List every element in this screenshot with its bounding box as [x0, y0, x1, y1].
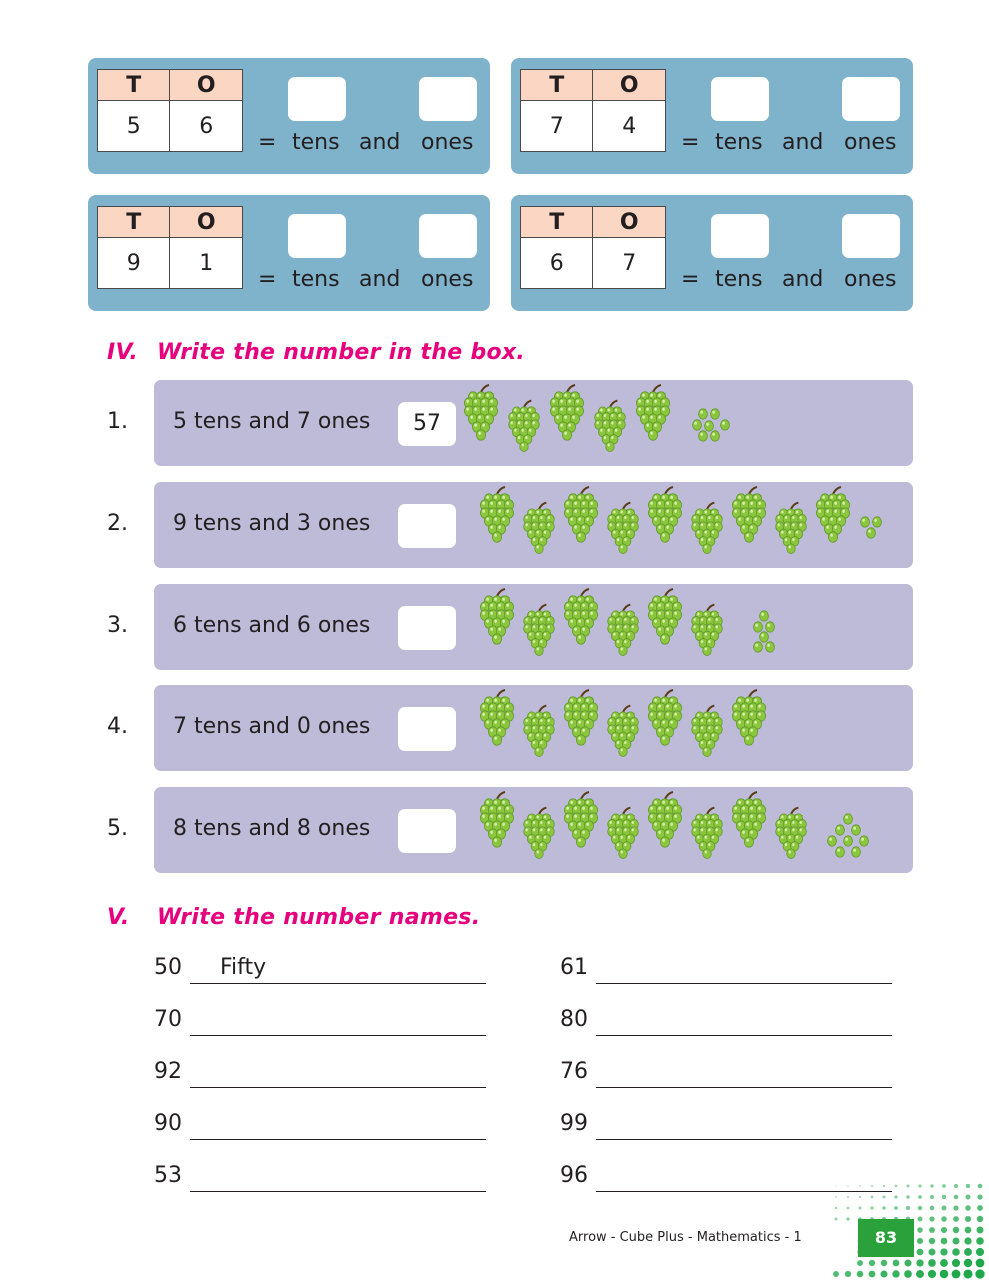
place-value-panel	[511, 195, 913, 311]
tens-word: tens	[292, 267, 340, 292]
page-number: 83	[858, 1219, 914, 1257]
grape-bunch-icon	[648, 690, 681, 745]
and-word: and	[359, 130, 401, 155]
grape-icon	[766, 642, 775, 652]
grape-icon	[721, 420, 730, 430]
grape-icon	[711, 409, 720, 419]
tens-answer-box[interactable]	[288, 77, 346, 121]
ones-header: O	[170, 70, 243, 101]
grape-row	[154, 685, 913, 771]
section-v-heading	[107, 905, 480, 930]
grape-bunch-icon	[564, 690, 597, 745]
answer-line[interactable]	[190, 1035, 486, 1036]
grape-illustration	[459, 685, 913, 771]
ones-answer-box[interactable]	[419, 77, 477, 121]
answer-box[interactable]	[398, 707, 456, 751]
answer-line[interactable]	[190, 1139, 486, 1140]
grape-bunch-icon	[524, 605, 555, 656]
answer-line[interactable]	[190, 1087, 486, 1088]
number-value: 53	[154, 1163, 182, 1188]
grape-icon	[693, 420, 702, 430]
grape-row	[154, 482, 913, 568]
number-value: 92	[154, 1059, 182, 1084]
answer-box[interactable]	[398, 504, 456, 548]
place-value-table	[97, 69, 243, 152]
tens-digit: 9	[98, 238, 170, 289]
grape-bunch-icon	[692, 706, 723, 757]
place-value-table	[97, 206, 243, 289]
grape-bunch-icon	[564, 589, 597, 644]
grape-bunch-icon	[464, 385, 497, 440]
grape-icon	[699, 431, 708, 441]
grape-icon	[828, 836, 837, 846]
tens-digit: 7	[521, 101, 593, 152]
equals-sign: =	[681, 130, 700, 155]
number-value: 80	[560, 1007, 588, 1032]
answer-line[interactable]	[190, 1191, 486, 1192]
ones-digit: 6	[170, 101, 243, 152]
answer-box[interactable]: 57	[398, 402, 456, 446]
grape-icon	[844, 814, 853, 824]
tens-answer-box[interactable]	[711, 77, 769, 121]
number-value: 61	[560, 955, 588, 980]
grape-icon	[873, 517, 882, 527]
tens-answer-box[interactable]	[711, 214, 769, 258]
grape-bunch-icon	[816, 487, 849, 542]
grape-bunch-icon	[509, 401, 540, 452]
grape-icon	[699, 409, 708, 419]
grape-icon	[760, 632, 769, 642]
grape-icon	[705, 421, 714, 431]
footer-book-title: Arrow - Cube Plus - Mathematics - 1	[569, 1230, 802, 1245]
grape-bunch-icon	[524, 706, 555, 757]
number-value: 96	[560, 1163, 588, 1188]
grape-bunch-icon	[776, 808, 807, 859]
number-value: 76	[560, 1059, 588, 1084]
ones-word: ones	[421, 130, 474, 155]
grape-icon	[836, 825, 845, 835]
grape-bunch-icon	[550, 385, 583, 440]
grape-bunch-icon	[480, 792, 513, 847]
ones-digit: 4	[593, 101, 666, 152]
place-value-table	[520, 69, 666, 152]
grape-icon	[836, 847, 845, 857]
grape-icon	[766, 622, 775, 632]
grape-icon	[711, 431, 720, 441]
grape-row	[154, 787, 913, 873]
place-value-panel	[511, 58, 913, 174]
ones-answer-box[interactable]	[419, 214, 477, 258]
row-number: 2.	[107, 511, 128, 536]
ones-answer-box[interactable]	[842, 214, 900, 258]
grape-bunch-icon	[648, 792, 681, 847]
grape-bunch-icon	[480, 589, 513, 644]
tens-word: tens	[715, 267, 763, 292]
tens-word: tens	[292, 130, 340, 155]
number-value: 99	[560, 1111, 588, 1136]
grape-bunch-icon	[595, 401, 626, 452]
grape-illustration	[459, 584, 913, 670]
grape-row	[154, 380, 913, 466]
grape-bunch-icon	[564, 487, 597, 542]
and-word: and	[782, 130, 824, 155]
ones-digit: 7	[593, 238, 666, 289]
grape-bunch-icon	[732, 487, 765, 542]
row-number: 4.	[107, 714, 128, 739]
row-prompt: 9 tens and 3 ones	[173, 511, 371, 536]
answer-line[interactable]	[596, 1035, 892, 1036]
equals-sign: =	[681, 267, 700, 292]
row-prompt: 6 tens and 6 ones	[173, 613, 371, 638]
section-v-title: Write the number names.	[157, 905, 481, 930]
number-value: 90	[154, 1111, 182, 1136]
tens-header: T	[98, 70, 170, 101]
section-iv-number: IV.	[107, 340, 139, 365]
equals-sign: =	[258, 130, 277, 155]
ones-header: O	[593, 207, 666, 238]
grape-icon	[852, 847, 861, 857]
row-prompt: 7 tens and 0 ones	[173, 714, 371, 739]
and-word: and	[359, 267, 401, 292]
grape-icon	[852, 825, 861, 835]
grape-icon	[861, 517, 870, 527]
tens-word: tens	[715, 130, 763, 155]
place-value-panel	[88, 195, 490, 311]
ones-digit: 1	[170, 238, 243, 289]
grape-bunch-icon	[608, 706, 639, 757]
ones-word: ones	[844, 267, 897, 292]
section-iv-heading	[107, 340, 525, 365]
place-value-table	[520, 206, 666, 289]
grape-icon	[760, 611, 769, 621]
ones-header: O	[170, 207, 243, 238]
grape-illustration	[459, 380, 913, 466]
grape-bunch-icon	[608, 605, 639, 656]
row-prompt: 8 tens and 8 ones	[173, 816, 371, 841]
tens-digit: 5	[98, 101, 170, 152]
grape-bunch-icon	[648, 487, 681, 542]
answer-line[interactable]	[596, 1087, 892, 1088]
grape-bunch-icon	[524, 808, 555, 859]
grape-bunch-icon	[692, 605, 723, 656]
grape-bunch-icon	[648, 589, 681, 644]
grape-bunch-icon	[732, 792, 765, 847]
tens-header: T	[98, 207, 170, 238]
grape-icon	[754, 622, 763, 632]
number-value: 70	[154, 1007, 182, 1032]
grape-illustration	[459, 787, 913, 873]
number-value: 50	[154, 955, 182, 980]
answer-box[interactable]	[398, 606, 456, 650]
ones-word: ones	[844, 130, 897, 155]
section-v-number: V.	[107, 905, 130, 930]
tens-header: T	[521, 70, 593, 101]
grape-icon	[867, 528, 876, 538]
tens-header: T	[521, 207, 593, 238]
grape-bunch-icon	[480, 487, 513, 542]
equals-sign: =	[258, 267, 277, 292]
grape-icon	[754, 642, 763, 652]
answer-line[interactable]	[596, 983, 892, 984]
grape-bunch-icon	[480, 690, 513, 745]
number-name-answer: Fifty	[220, 955, 267, 980]
ones-header: O	[593, 70, 666, 101]
place-value-panel	[88, 58, 490, 174]
grape-icon	[860, 836, 869, 846]
grape-bunch-icon	[776, 503, 807, 554]
ones-answer-box[interactable]	[842, 77, 900, 121]
grape-illustration	[459, 482, 913, 568]
section-iv-title: Write the number in the box.	[157, 340, 526, 365]
answer-box[interactable]	[398, 809, 456, 853]
and-word: and	[782, 267, 824, 292]
grape-bunch-icon	[524, 503, 555, 554]
grape-bunch-icon	[636, 385, 669, 440]
row-prompt: 5 tens and 7 ones	[173, 409, 371, 434]
row-number: 1.	[107, 409, 128, 434]
grape-bunch-icon	[692, 808, 723, 859]
grape-bunch-icon	[732, 690, 765, 745]
ones-word: ones	[421, 267, 474, 292]
grape-bunch-icon	[564, 792, 597, 847]
answer-line[interactable]	[596, 1139, 892, 1140]
grape-bunch-icon	[608, 808, 639, 859]
row-number: 3.	[107, 613, 128, 638]
grape-icon	[844, 836, 853, 846]
tens-answer-box[interactable]	[288, 214, 346, 258]
answer-line[interactable]	[190, 983, 486, 984]
tens-digit: 6	[521, 238, 593, 289]
grape-bunch-icon	[692, 503, 723, 554]
row-number: 5.	[107, 816, 128, 841]
grape-row	[154, 584, 913, 670]
grape-bunch-icon	[608, 503, 639, 554]
